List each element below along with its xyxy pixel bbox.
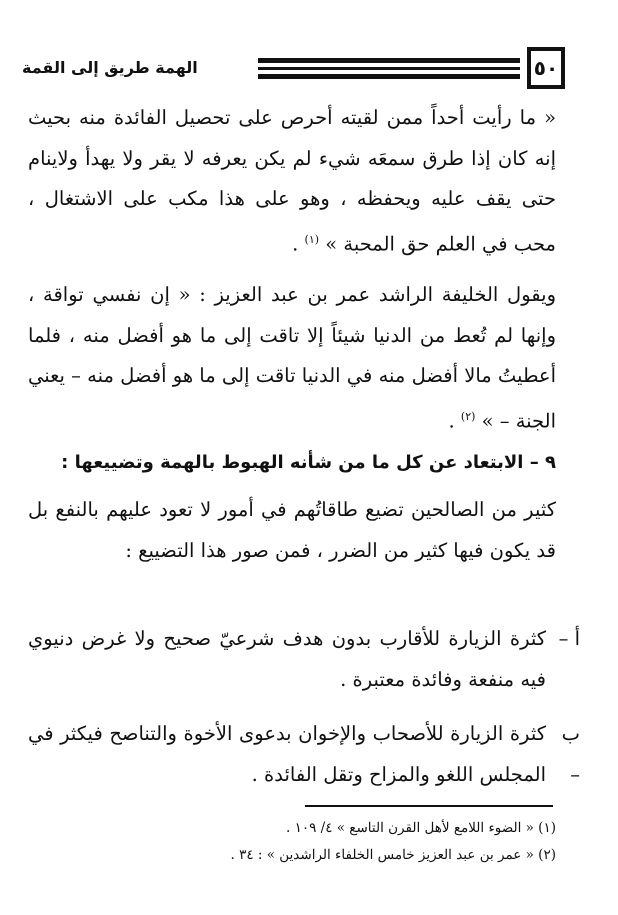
quote-paragraph: « ما رأيت أحداً ممن لقيته أحرص على تحصيل الفائدة منه بحيث إنه كان إذا طرق سمعَه شيء لم يكن يعرفه لا يقر ولا يهدأ ولاينام حتى يقف عليه ويحفظه ، وهو على هذا مكب على الاشتغال ، محب في العلم حق المحبة » $^{(١)}$ . [28,106,556,255]
footnote: (٢) « عمر بن عبد العزيز خامس الخلفاء الراشدين » : ٣٤ . [230,847,556,863]
intro-paragraph: كثير من الصالحين تضيع طاقاتُهم في أمور لا تعود عليهم بالنفع بل قد يكون فيها كثير من الضرر ، فمن صور هذا التضييع : [28,498,556,562]
footnote-divider [305,805,553,807]
footnote-ref: (١) [304,232,320,246]
list-item-text: كثرة الزيارة للأصحاب والإخوان بدعوى الأخوة والتناصح فيكثر في المجلس اللغو والمزاح وتقل الفائدة . [28,722,546,786]
list-item [28,713,580,795]
list-item-label: أ – [558,627,580,650]
footnote: (١) « الضوء اللامع لأهل القرن التاسع » ٤/ ١٠٩ . [285,820,556,836]
page-number: ٥٠ [527,47,565,89]
caliph-quote-paragraph: ويقول الخليفة الراشد عمر بن عبد العزيز : « إن نفسي تواقة ، وإنها لم تُعط من الدنيا شيئاً إلا تاقت إلى ما هو أفضل منه ، فلما أعطيتُ مالا أفضل منه في الدنيا تاقت إلى ما هو أفضل منه – يعني الجنة – » $^{(٢)}$ . [28,283,556,432]
footnote-ref: (٢) [460,409,476,423]
list-item [28,618,580,700]
header-rule [258,74,520,79]
section-heading: ٩ – الابتعاد عن كل ما من شأنه الهبوط بالهمة وتضييعها : [61,452,556,473]
list-item-label: ب – [561,722,580,786]
header-rule [258,67,520,70]
list-item-text: كثرة الزيارة للأقارب بدون هدف شرعيّ صحيح ولا غرض دنيوي فيه منفعة وفائدة معتبرة . [28,627,546,691]
header-rule [258,58,520,63]
running-title: الهمة طريق إلى القمة [22,58,198,77]
